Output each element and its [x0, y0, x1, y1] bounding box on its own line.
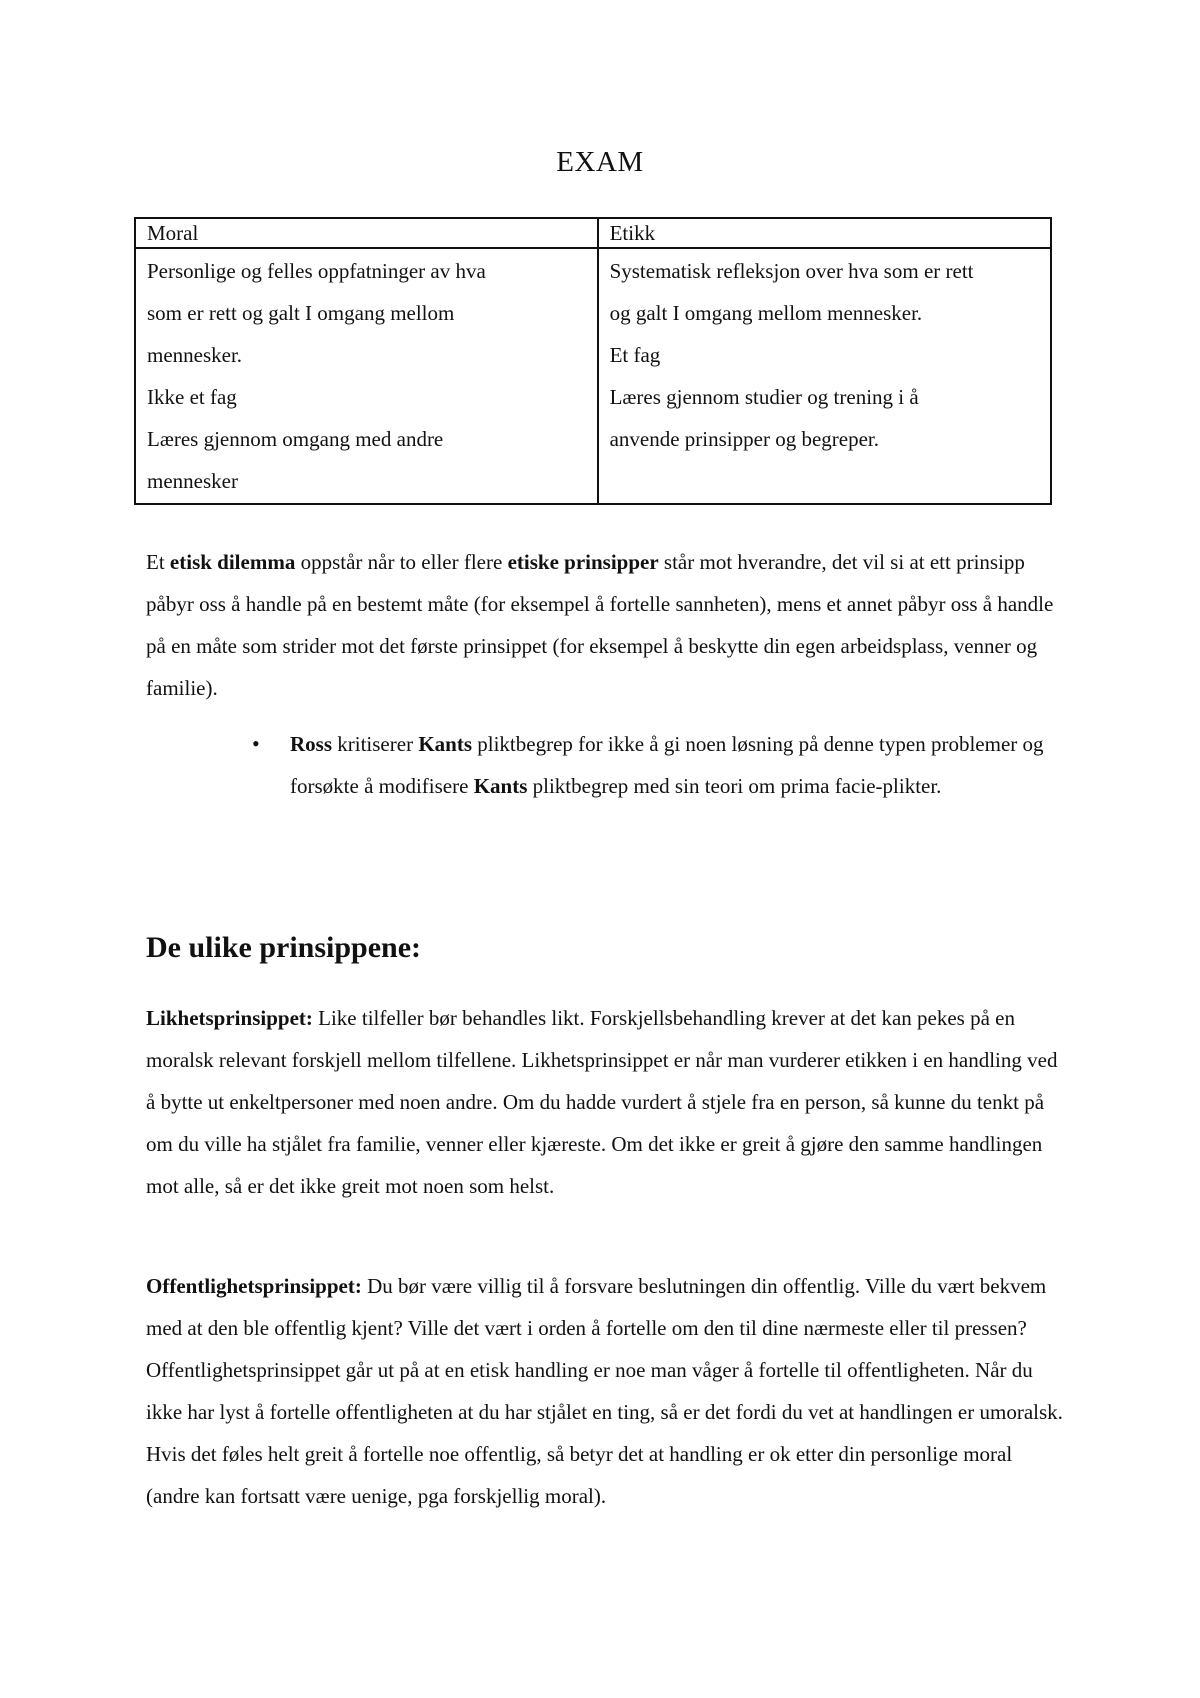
text-run: Like tilfeller bør behandles likt. Forskjellsbehandling krever at det kan pekes på en moralsk relevant forskjell mellom tilfellene. Likhetsprinsippet er når man vurderer etikken i en handling ved å bytte ut enkeltpersoner med noen andre. Om du hadde vurdert å stjele fra en person, så kunne du tenkt på om du ville ha stjålet fra familie, venner eller kjæreste. Om det ikke er greit å gjøre den samme handlingen mot alle, så er det ikke greit mot noen som helst.	[146, 1006, 1058, 1198]
etikk-line: og galt I omgang mellom mennesker.	[609, 301, 923, 325]
text-run: oppstår når to eller flere	[295, 550, 508, 574]
moral-line: mennesker.	[147, 343, 243, 367]
table-header-row	[135, 218, 1051, 248]
etikk-line: Læres gjennom studier og trening i å	[609, 385, 919, 409]
text-run: står mot hverandre, det vil si at ett prinsipp påbyr oss å handle på en bestemt måte (for eksempel å fortelle sannheten), mens et annet påbyr oss å handle på en måte som strider mot det første prinsippet (for eksempel å beskytte din egen arbeidsplass, venner og familie).	[146, 550, 1054, 700]
bullet-paragraph	[290, 723, 1070, 807]
moral-cell	[135, 248, 598, 504]
dilemma-paragraph	[146, 541, 1066, 709]
text-run: pliktbegrep for ikke å gi noen løsning på denne typen problemer og forsøkte å modifisere	[290, 732, 1044, 798]
etikk-line: Et fag	[609, 343, 661, 367]
section-heading: De ulike prinsippene:	[146, 931, 422, 964]
etikk-line: anvende prinsipper og begreper.	[609, 427, 879, 451]
term-kants: Kants	[418, 732, 472, 756]
moral-line: mennesker	[147, 469, 238, 493]
text-run: pliktbegrep med sin teori om prima facie-plikter.	[527, 774, 942, 798]
table-header-etikk: Etikk	[598, 218, 1051, 248]
term-etisk-dilemma: etisk dilemma	[169, 550, 296, 574]
text-run: Et	[146, 550, 170, 574]
term-ross: Ross	[290, 732, 333, 756]
offentlighet-paragraph	[146, 1265, 1066, 1517]
bullet-icon: •	[252, 731, 260, 756]
page-title: EXAM	[556, 146, 644, 178]
moral-line: som er rett og galt I omgang mellom	[147, 301, 455, 325]
text-run: kritiserer	[332, 732, 419, 756]
moral-etikk-table	[134, 217, 1052, 505]
term-kants: Kants	[473, 774, 528, 798]
term-etiske-prinsipper: etiske prinsipper	[507, 550, 659, 574]
moral-line: Læres gjennom omgang med andre	[147, 427, 444, 451]
term-likhetsprinsippet: Likhetsprinsippet:	[146, 1006, 313, 1030]
table-header-moral: Moral	[135, 218, 598, 248]
term-offentlighetsprinsippet: Offentlighetsprinsippet:	[146, 1274, 362, 1298]
etikk-line: Systematisk refleksjon over hva som er rett	[609, 259, 974, 283]
etikk-cell	[598, 248, 1051, 504]
table-row	[135, 248, 1051, 504]
text-run: Du bør være villig til å forsvare beslutningen din offentlig. Ville du vært bekvem med at den ble offentlig kjent? Ville det vært i orden å fortelle om den til dine nærmeste eller til pressen? Offentlighetsprinsippet går ut på at en etisk handling er noe man våger å fortelle til offentligheten. Når du ikke har lyst å fortelle offentligheten at du har stjålet en ting, så er det fordi du vet at handlingen er umoralsk. Hvis det føles helt greit å fortelle noe offentlig, så betyr det at handling er ok etter din personlige moral (andre kan fortsatt være uenige, pga forskjellig moral).	[146, 1274, 1063, 1508]
likhet-paragraph	[146, 997, 1066, 1207]
moral-line: Personlige og felles oppfatninger av hva	[147, 259, 486, 283]
moral-line: Ikke et fag	[147, 385, 237, 409]
